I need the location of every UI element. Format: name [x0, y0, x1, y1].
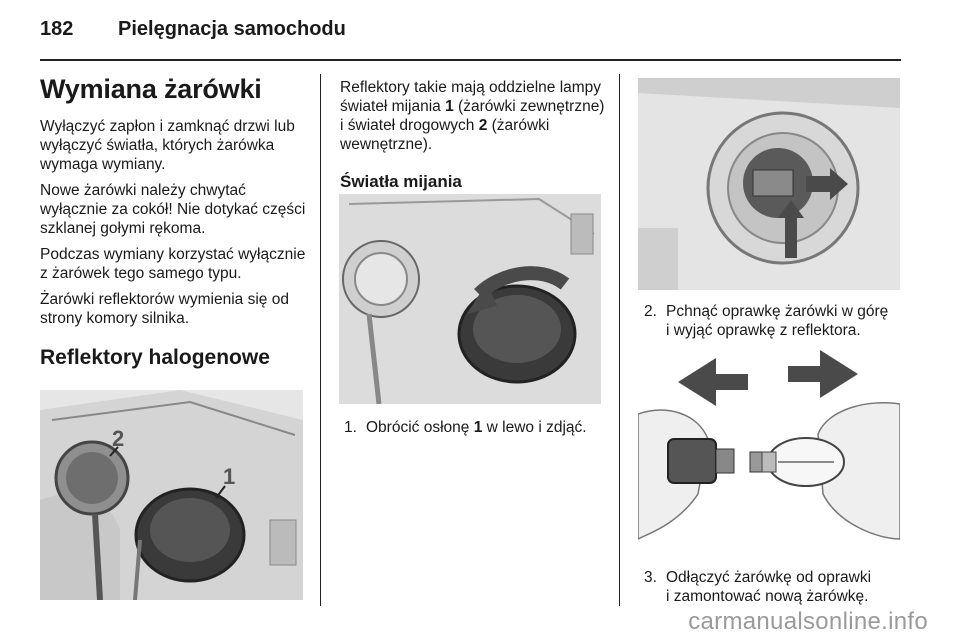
step-text — [666, 302, 902, 340]
step-text-part: w lewo i zdjąć. — [482, 419, 587, 436]
step-text-line: Odłączyć żarówkę od oprawki — [666, 569, 872, 586]
column-2 — [340, 78, 610, 192]
step-number: 3. — [644, 569, 657, 586]
chapter-title: Pielęgnacja samochodu — [118, 18, 346, 40]
column-1 — [40, 74, 310, 370]
intro-text: Reflektory takie mają oddzielne lampy świateł mijania — [340, 79, 602, 115]
step-number: 1. — [344, 419, 357, 436]
subsection-heading: Światła mijania — [340, 172, 462, 191]
headlamp-rear-illustration — [40, 390, 303, 600]
step-text-line: i zamontować nową żarówkę. — [666, 588, 869, 605]
ref-1: 1 — [445, 98, 454, 115]
step-text — [366, 418, 587, 437]
step-text-part: Obrócić osłonę — [366, 419, 474, 436]
page-number: 182 — [40, 18, 74, 40]
paragraph: Wyłączyć zapłon i zamknąć drzwi lub wyłączyć światła, których żarówka wymaga wymiany. — [40, 118, 295, 173]
paragraph: Żarówki reflektorów wymienia się od strony komory silnika. — [40, 291, 289, 327]
low-beam-cover-illustration — [339, 194, 601, 404]
paragraph: Podczas wymiany korzystać wyłącznie z żarówek tego samego typu. — [40, 246, 306, 282]
callout-label-1: 1 — [223, 464, 236, 489]
bulb-holder-illustration — [638, 78, 900, 290]
subsection-heading: Reflektory halogenowe — [40, 346, 270, 369]
step-text-line: i wyjąć oprawkę z reflektora. — [666, 322, 861, 339]
column-divider-2 — [619, 74, 620, 606]
page-header — [40, 18, 920, 58]
intro-text: (żarówki wewnętrzne). — [340, 117, 550, 153]
intro-text: (żarówki zewnętrzne) i świateł drogowych — [340, 98, 605, 134]
callout-label-2: 2 — [112, 426, 125, 451]
section-heading: Wymiana żarówki — [40, 74, 262, 104]
column-divider-1 — [320, 74, 321, 606]
intro-paragraph — [340, 78, 610, 154]
site-watermark: carmanualsonline.info — [688, 608, 928, 635]
paragraph: Nowe żarówki należy chwytać wyłącznie za cokół! Nie dotykać części szklanej gołymi rękoma. — [40, 182, 306, 237]
step-text — [666, 568, 902, 606]
header-divider — [40, 59, 901, 61]
bulb-disconnect-illustration — [638, 344, 900, 554]
ref-2: 2 — [478, 117, 488, 134]
step-text-line: Pchnąć oprawkę żarówki w górę — [666, 303, 889, 320]
ref-1: 1 — [473, 419, 483, 436]
step-number: 2. — [644, 303, 657, 320]
